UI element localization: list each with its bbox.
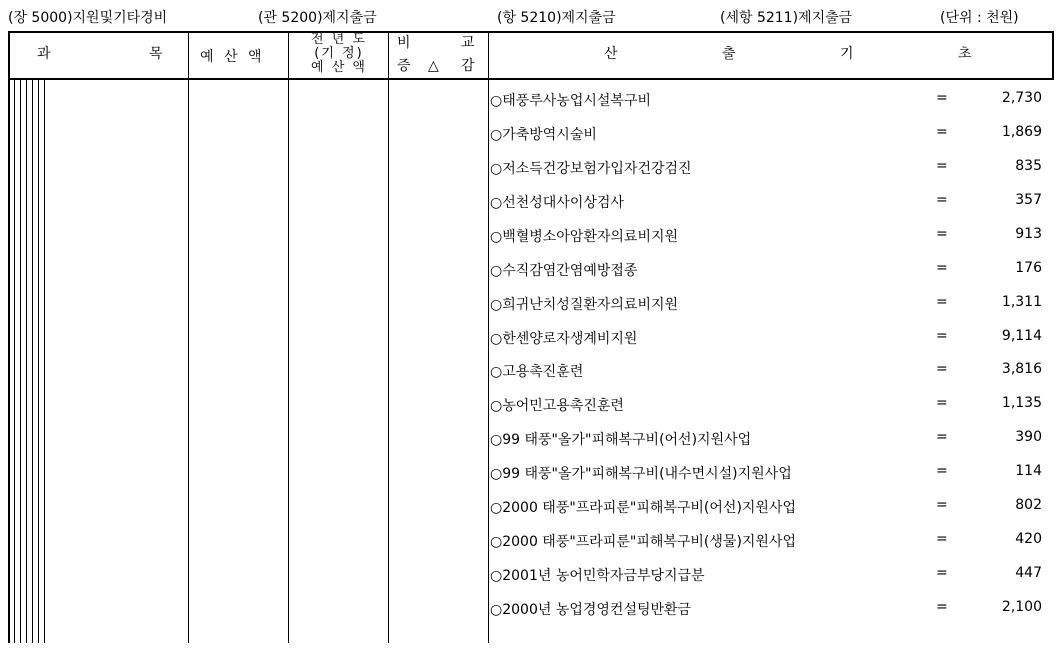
left-border: [8, 31, 10, 643]
col-basis-2: 출: [722, 46, 736, 62]
col-prev-line3: 예 산 액: [311, 60, 367, 75]
equals-sign: =: [936, 192, 948, 208]
col-prev-line1: 전 년 도: [311, 32, 367, 47]
table-row: [490, 361, 1050, 381]
item-amount: 114: [1015, 463, 1042, 479]
item-amount: 9,114: [1001, 328, 1042, 344]
item-name: ○한센양로자생계비지원: [490, 331, 638, 347]
table-row: [490, 599, 1050, 619]
table-row: [490, 158, 1050, 178]
item-name: ○2001년 농어민학자금부당지급분: [490, 568, 705, 584]
item-amount: 2,730: [1001, 90, 1042, 106]
col-basis-1: 산: [604, 46, 618, 62]
col-basis-3: 기: [840, 46, 854, 62]
equals-sign: =: [936, 158, 948, 174]
gwan-label: (관 5200)제지출금: [258, 10, 377, 26]
item-name: ○99 태풍"올가"피해복구비(어선)지원사업: [490, 432, 752, 448]
item-name: ○선천성대사이상검사: [490, 195, 624, 211]
divider-basis: [488, 31, 489, 643]
item-name: ○백혈병소아암환자의료비지원: [490, 229, 679, 245]
item-amount: 420: [1015, 531, 1042, 547]
item-name: ○고용촉진훈련: [490, 364, 584, 380]
sehang-label: (세항 5211)제지출금: [720, 10, 853, 26]
item-amount: 1,135: [1001, 395, 1042, 411]
col-compare-bi: 비: [397, 35, 411, 51]
table-row: [490, 328, 1050, 348]
subject-rule: [44, 79, 45, 643]
unit-label: (단위 : 천원): [940, 10, 1019, 26]
item-amount: 1,869: [1001, 124, 1042, 140]
item-name: ○2000 태풍"프라피룬"피해복구비(생물)지원사업: [490, 534, 797, 550]
col-budget: 예 산 액: [200, 49, 265, 65]
subject-rule: [14, 79, 15, 643]
divider-compare: [388, 31, 389, 643]
table-row: [490, 226, 1050, 246]
equals-sign: =: [936, 124, 948, 140]
subject-rule: [32, 79, 33, 643]
item-amount: 835: [1015, 158, 1042, 174]
table-row: [490, 90, 1050, 110]
subject-rule: [26, 79, 27, 643]
table-row: [490, 531, 1050, 551]
equals-sign: =: [936, 531, 948, 547]
equals-sign: =: [936, 395, 948, 411]
table-row: [490, 260, 1050, 280]
equals-sign: =: [936, 90, 948, 106]
col-compare-triangle: △: [428, 58, 439, 74]
item-name: ○가축방역시술비: [490, 127, 597, 143]
table-row: [490, 192, 1050, 212]
item-amount: 1,311: [1001, 294, 1042, 310]
hang-label: (항 5210)제지출금: [497, 10, 616, 26]
item-amount: 390: [1015, 429, 1042, 445]
equals-sign: =: [936, 294, 948, 310]
divider-prev: [288, 31, 289, 643]
col-subject-a: 과: [37, 46, 51, 62]
item-name: ○99 태풍"올가"피해복구비(내수면시설)지원사업: [490, 466, 792, 482]
item-amount: 913: [1015, 226, 1042, 242]
col-compare-jeung: 증: [397, 58, 411, 74]
equals-sign: =: [936, 599, 948, 615]
table-row: [490, 463, 1050, 483]
col-compare-gam: 감: [461, 58, 475, 74]
equals-sign: =: [936, 226, 948, 242]
table-row: [490, 294, 1050, 314]
equals-sign: =: [936, 429, 948, 445]
equals-sign: =: [936, 463, 948, 479]
table-top-border: [8, 31, 1054, 33]
item-name: ○2000년 농업경영컨설팅반환금: [490, 602, 692, 618]
table-row: [490, 497, 1050, 517]
item-amount: 2,100: [1001, 599, 1042, 615]
right-border: [1052, 31, 1054, 79]
equals-sign: =: [936, 497, 948, 513]
item-amount: 357: [1015, 192, 1042, 208]
col-basis-4: 초: [958, 46, 972, 62]
item-amount: 3,816: [1001, 361, 1042, 377]
item-name: ○태풍루사농업시설복구비: [490, 93, 651, 109]
item-name: ○희귀난치성질환자의료비지원: [490, 297, 679, 313]
item-name: ○저소득건강보험가입자건강검진: [490, 161, 692, 177]
col-prev-line2: (기 정): [314, 46, 364, 61]
item-name: ○수직감염간염예방접종: [490, 263, 638, 279]
table-row: [490, 565, 1050, 585]
table-row: [490, 429, 1050, 449]
col-subject-b: 목: [149, 46, 163, 62]
item-name: ○농어민고용촉진훈련: [490, 398, 624, 414]
item-amount: 802: [1015, 497, 1042, 513]
item-amount: 447: [1015, 565, 1042, 581]
item-amount: 176: [1015, 260, 1042, 276]
subject-rule: [38, 79, 39, 643]
subject-rule: [20, 79, 21, 643]
col-compare-gyo: 교: [461, 35, 475, 51]
jang-label: (장 5000)지원및기타경비: [8, 10, 168, 26]
header-bottom-border: [8, 78, 1054, 80]
table-row: [490, 395, 1050, 415]
table-row: [490, 124, 1050, 144]
equals-sign: =: [936, 328, 948, 344]
divider-budget: [188, 31, 189, 643]
equals-sign: =: [936, 361, 948, 377]
equals-sign: =: [936, 260, 948, 276]
equals-sign: =: [936, 565, 948, 581]
item-name: ○2000 태풍"프라피룬"피해복구비(어선)지원사업: [490, 500, 797, 516]
